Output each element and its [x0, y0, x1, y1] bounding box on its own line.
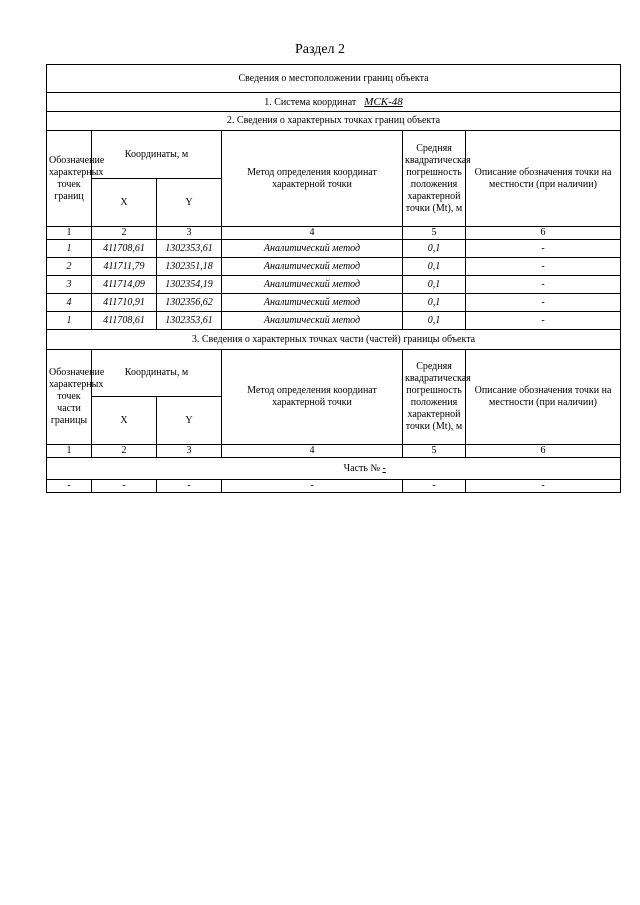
cell-method: Аналитический метод: [222, 276, 403, 294]
s3-header-x: X: [92, 397, 157, 445]
cell-accuracy: 0,1: [403, 258, 466, 276]
s2-colnum: 1: [47, 227, 92, 240]
table-row: [47, 240, 621, 258]
s2-header-method: Метод определения координат характерной точки: [222, 131, 403, 227]
cell-accuracy: 0,1: [403, 240, 466, 258]
cell-point: 3: [47, 276, 92, 294]
part-label: Часть №: [343, 462, 380, 474]
table-row: [47, 258, 621, 276]
section2-title: 2. Сведения о характерных точках границ объекта: [47, 112, 621, 131]
cell-accuracy: -: [403, 480, 466, 493]
cell-description: -: [466, 312, 621, 330]
s2-header-x: X: [92, 179, 157, 227]
cell-accuracy: 0,1: [403, 312, 466, 330]
cell-method: Аналитический метод: [222, 240, 403, 258]
s2-header-accuracy: Средняя квадратическая погрешность положения характерной точки (Mt), м: [403, 131, 466, 227]
s2-colnum: 3: [157, 227, 222, 240]
table-row: [47, 480, 621, 493]
boundaries-table: [46, 64, 621, 493]
cell-y: 1302356,62: [157, 294, 222, 312]
s3-colnum: 4: [222, 445, 403, 458]
cell-description: -: [466, 240, 621, 258]
s2-colnum: 2: [92, 227, 157, 240]
cell-accuracy: 0,1: [403, 294, 466, 312]
coord-system-row: [47, 93, 621, 112]
cell-point: 1: [47, 240, 92, 258]
part-value: -: [382, 462, 386, 474]
cell-description: -: [466, 276, 621, 294]
table-title: Сведения о местоположении границ объекта: [47, 65, 621, 93]
s3-colnum: 2: [92, 445, 157, 458]
cell-y: 1302351,18: [157, 258, 222, 276]
cell-x: 411708,61: [92, 240, 157, 258]
s3-colnum: 6: [466, 445, 621, 458]
cell-y: 1302353,61: [157, 240, 222, 258]
s3-header-y: Y: [157, 397, 222, 445]
cell-x: 411711,79: [92, 258, 157, 276]
s2-colnum: 5: [403, 227, 466, 240]
s3-colnum: 5: [403, 445, 466, 458]
s3-header-coords: Координаты, м: [92, 350, 222, 397]
cell-x: -: [92, 480, 157, 493]
s2-header-coords: Координаты, м: [92, 131, 222, 179]
cell-point: 4: [47, 294, 92, 312]
s3-colnum: 3: [157, 445, 222, 458]
cell-y: 1302353,61: [157, 312, 222, 330]
part-row: [92, 458, 621, 480]
s3-header-description: Описание обозначения точки на местности (при наличии): [466, 350, 621, 445]
coord-system-label: 1. Система координат: [264, 96, 357, 108]
s3-header-point: Обозначение характерных точек части границы: [47, 350, 92, 445]
s3-header-accuracy: Средняя квадратическая погрешность положения характерной точки (Mt), м: [403, 350, 466, 445]
table-row: [47, 276, 621, 294]
cell-description: -: [466, 480, 621, 493]
s2-colnum: 4: [222, 227, 403, 240]
cell-point: 1: [47, 312, 92, 330]
cell-x: 411708,61: [92, 312, 157, 330]
cell-point: -: [47, 480, 92, 493]
cell-x: 411714,09: [92, 276, 157, 294]
cell-y: -: [157, 480, 222, 493]
cell-y: 1302354,19: [157, 276, 222, 294]
coord-system-value: МСК-48: [364, 95, 403, 108]
cell-description: -: [466, 294, 621, 312]
s3-colnum: 1: [47, 445, 92, 458]
cell-method: -: [222, 480, 403, 493]
section-title: Раздел 2: [294, 42, 346, 57]
s2-header-description: Описание обозначения точки на местности (при наличии): [466, 131, 621, 227]
table-row: [47, 312, 621, 330]
cell-x: 411710,91: [92, 294, 157, 312]
cell-accuracy: 0,1: [403, 276, 466, 294]
cell-method: Аналитический метод: [222, 294, 403, 312]
cell-description: -: [466, 258, 621, 276]
cell-point: 2: [47, 258, 92, 276]
section3-title: 3. Сведения о характерных точках части (частей) границы объекта: [47, 330, 621, 350]
cell-method: Аналитический метод: [222, 312, 403, 330]
cell-method: Аналитический метод: [222, 258, 403, 276]
s2-header-point: Обозначение характерных точек границ: [47, 131, 92, 227]
s2-header-y: Y: [157, 179, 222, 227]
s2-colnum: 6: [466, 227, 621, 240]
table-row: [47, 294, 621, 312]
s3-header-method: Метод определения координат характерной точки: [222, 350, 403, 445]
